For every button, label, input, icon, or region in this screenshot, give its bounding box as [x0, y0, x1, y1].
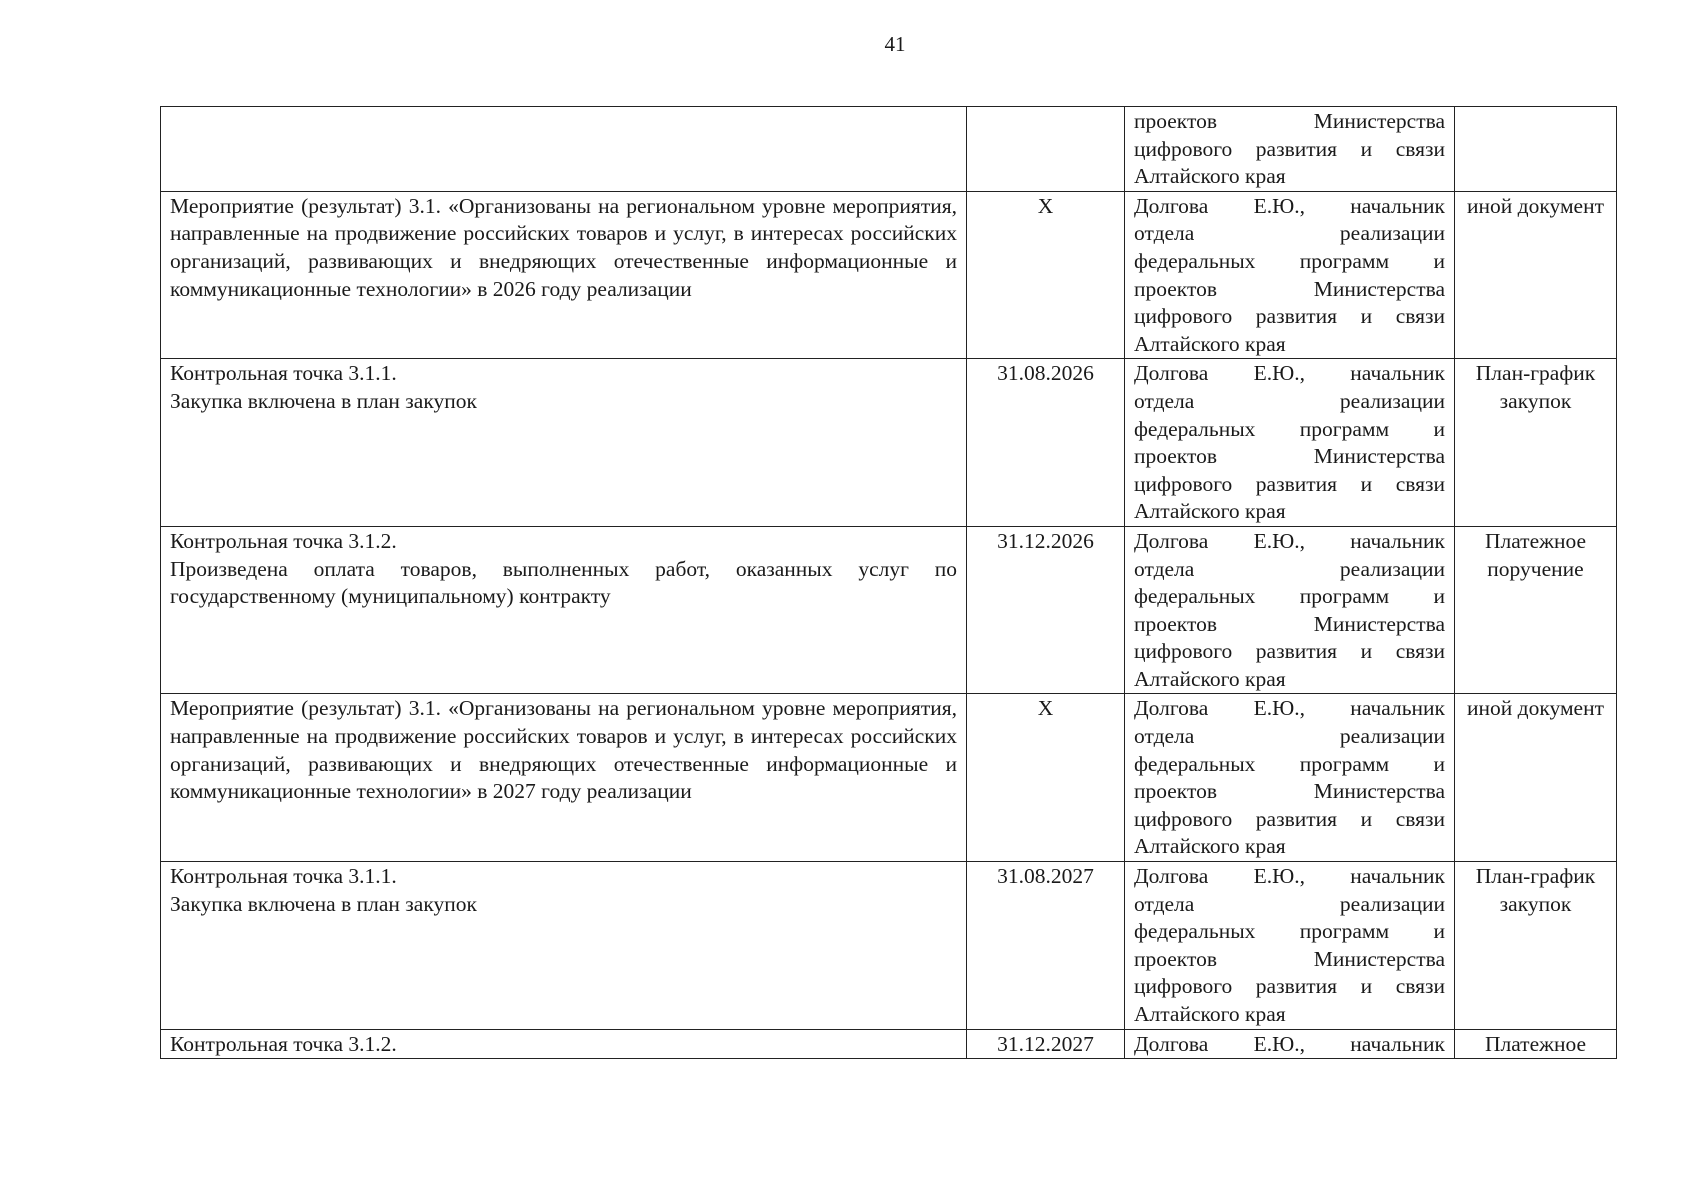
responsible-line: Алтайского края	[1134, 164, 1286, 189]
responsible-line: отдела реализации	[1134, 388, 1445, 413]
table-row	[161, 359, 1617, 527]
control-point-title: Контрольная точка 3.1.1.	[170, 864, 397, 889]
control-point-title: Контрольная точка 3.1.2.	[170, 528, 397, 553]
document-cell: Платежное поручение	[1455, 526, 1617, 694]
responsible-line: отдела реализации	[1134, 724, 1445, 749]
responsible-cell	[1125, 694, 1455, 862]
responsible-line: цифрового развития и связи	[1134, 639, 1445, 664]
responsible-line: Долгова Е.Ю., начальник	[1134, 193, 1445, 218]
activity-text: Закупка включена в план закупок	[170, 388, 477, 413]
activity-text: Мероприятие (результат) 3.1. «Организованы на региональном уровне мероприятия, направленные на продвижение российских товаров и услуг, в интересах российских организаций, развивающих и внедряющих отечественные информационные и коммуникационные технологии» в 2027 году реализации	[170, 696, 957, 804]
document-cell	[1455, 107, 1617, 192]
responsible-line: цифрового развития и связи	[1134, 304, 1445, 329]
table-row	[161, 862, 1617, 1030]
responsible-line: отдела реализации	[1134, 221, 1445, 246]
table-row	[161, 107, 1617, 192]
document-cell: иной документ	[1455, 191, 1617, 359]
responsible-cell	[1125, 526, 1455, 694]
responsible-line: отдела реализации	[1134, 556, 1445, 581]
activity-text: Мероприятие (результат) 3.1. «Организованы на региональном уровне мероприятия, направленные на продвижение российских товаров и услуг, в интересах российских организаций, развивающих и внедряющих отечественные информационные и коммуникационные технологии» в 2026 году реализации	[170, 193, 957, 301]
responsible-line: федеральных программ и	[1134, 584, 1445, 609]
responsible-cell	[1125, 359, 1455, 527]
activity-text: Закупка включена в план закупок	[170, 891, 477, 916]
table-row	[161, 526, 1617, 694]
page-number: 41	[884, 32, 906, 56]
document-cell: План-график закупок	[1455, 862, 1617, 1030]
responsible-cell	[1125, 862, 1455, 1030]
responsible-line: проектов Министерства	[1134, 276, 1445, 301]
responsible-line: проектов Министерства	[1134, 444, 1445, 469]
term-cell: X	[967, 694, 1125, 862]
control-point-title: Контрольная точка 3.1.2.	[170, 1031, 397, 1056]
responsible-line: проектов Министерства	[1134, 946, 1445, 971]
responsible-line: цифрового развития и связи	[1134, 806, 1445, 831]
document-cell: иной документ	[1455, 694, 1617, 862]
activity-cell	[161, 191, 967, 359]
table-row	[161, 694, 1617, 862]
responsible-line: Алтайского края	[1134, 499, 1286, 524]
responsible-line: проектов Министерства	[1134, 109, 1445, 133]
term-cell: 31.08.2027	[967, 862, 1125, 1030]
responsible-line: цифрового развития и связи	[1134, 471, 1445, 496]
term-cell: X	[967, 191, 1125, 359]
responsible-cell	[1125, 191, 1455, 359]
responsible-line: федеральных программ и	[1134, 919, 1445, 944]
term-cell: 31.08.2026	[967, 359, 1125, 527]
term-cell: 31.12.2027	[967, 1029, 1125, 1059]
responsible-line: Долгова Е.Ю., начальник	[1134, 361, 1445, 386]
activity-text: Произведена оплата товаров, выполненных работ, оказанных услуг по государственному (муниципальному) контракту	[170, 556, 957, 609]
responsible-line: Долгова Е.Ю., начальник	[1134, 864, 1445, 889]
responsible-line: федеральных программ и	[1134, 248, 1445, 273]
responsible-line: цифрового развития и связи	[1134, 136, 1445, 161]
responsible-line: федеральных программ и	[1134, 751, 1445, 776]
responsible-line: отдела реализации	[1134, 891, 1445, 916]
responsible-line: Алтайского края	[1134, 666, 1286, 691]
table-row	[161, 191, 1617, 359]
responsible-line: федеральных программ и	[1134, 416, 1445, 441]
term-cell: 31.12.2026	[967, 526, 1125, 694]
control-point-title: Контрольная точка 3.1.1.	[170, 361, 397, 386]
document-cell: Платежное	[1455, 1029, 1617, 1059]
activity-cell	[161, 526, 967, 694]
plan-table-body	[161, 107, 1617, 1059]
activity-cell	[161, 1029, 967, 1059]
responsible-line: цифрового развития и связи	[1134, 974, 1445, 999]
responsible-line: Алтайского края	[1134, 331, 1286, 356]
plan-table	[160, 106, 1617, 1059]
activity-cell	[161, 694, 967, 862]
table-row	[161, 1029, 1617, 1059]
term-cell	[967, 107, 1125, 192]
responsible-line: Долгова Е.Ю., начальник	[1134, 528, 1445, 553]
document-cell: План-график закупок	[1455, 359, 1617, 527]
responsible-line: проектов Министерства	[1134, 611, 1445, 636]
responsible-line: Долгова Е.Ю., начальник	[1134, 696, 1445, 721]
activity-cell	[161, 359, 967, 527]
responsible-line: Алтайского края	[1134, 834, 1286, 859]
activity-cell	[161, 107, 967, 192]
responsible-line: Долгова Е.Ю., начальник	[1134, 1031, 1445, 1056]
responsible-line: проектов Министерства	[1134, 779, 1445, 804]
responsible-cell	[1125, 107, 1455, 192]
responsible-line: Алтайского края	[1134, 1002, 1286, 1026]
activity-cell	[161, 862, 967, 1030]
responsible-cell	[1125, 1029, 1455, 1059]
